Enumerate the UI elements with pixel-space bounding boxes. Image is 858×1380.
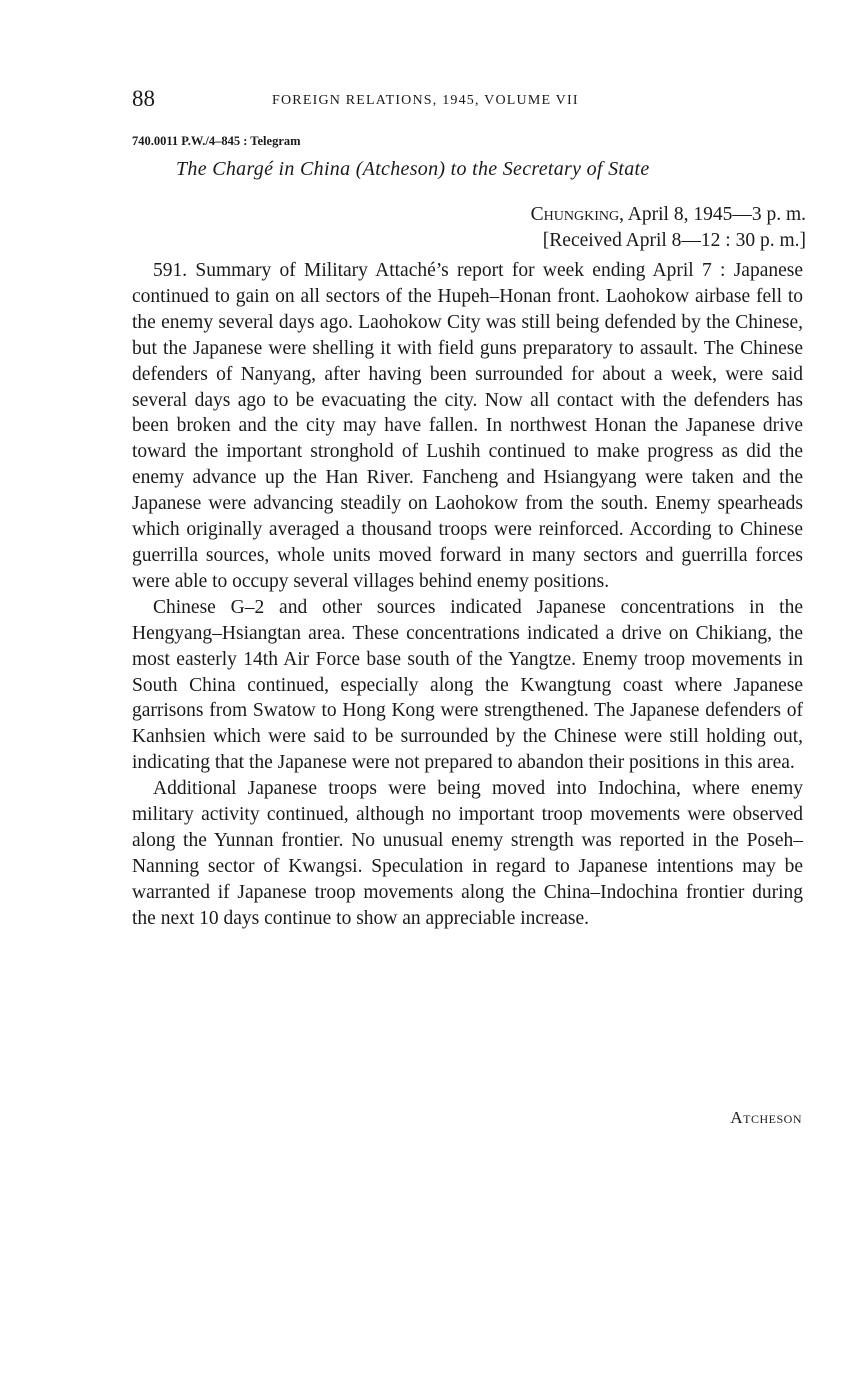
telegram-body bbox=[132, 258, 803, 932]
dateline-date: April 8, 1945—3 p. m. bbox=[627, 204, 806, 225]
dateline-sent bbox=[531, 202, 806, 228]
dateline-place: Chungking, bbox=[530, 204, 624, 225]
paragraph: Additional Japanese troops were being moved into Indochina, where enemy military activity continued, although no important troop movements were observed along the Yunnan frontier. No unusual enemy strength was reported in the Poseh–Nanning sector of Kwangsi. Speculation in regard to Japanese intentions may be warranted if Japanese troop movements along the China–Indochina frontier during the next 10 days continue to show an appreciable increase. bbox=[132, 778, 803, 929]
signature: Atcheson bbox=[730, 1108, 802, 1127]
paragraph: Chinese G–2 and other sources indicated Japanese concentrations in the Hengyang–Hsiangtan area. These concentrations indicated a drive on Chikiang, the most easterly 14th Air Force base south of the Yangtze. Enemy troop movements in South China continued, especially along the Kwangtung coast where Japanese garrisons from Swatow to Hong Kong were strengthened. The Japanese defenders of Kanhsien which were said to be surrounded by the Chinese were still holding out, indicating that the Japanese were not prepared to abandon their positions in this area. bbox=[132, 596, 803, 774]
paragraph: 591. Summary of Military Attaché’s report for week ending April 7 : Japanese continued to gain on all sectors of the Hupeh–Honan front. Laohokow airbase fell to the enemy several days ago. Laohokow City was still being defended by the Chinese, but the Japanese were shelling it with field guns preparatory to assault. The Chinese defenders of Nanyang, after having been surrounded for about a week, were said several days ago to be evacuating the city. Now all contact with the defenders has been broken and the city may have fallen. In northwest Honan the Japanese drive toward the important stronghold of Lushih continued to make progress as did the enemy advance up the Han River. Fancheng and Hsiangyang were taken and the Japanese were advancing steadily on Laohokow from the south. Enemy spearheads which originally averaged a thousand troops were reinforced. According to Chinese guerrilla sources, whole units moved forward in many sectors and guerrilla forces were able to occupy several villages behind enemy positions. bbox=[132, 260, 803, 592]
document-title: The Chargé in China (Atcheson) to the Secretary of State bbox=[176, 158, 650, 180]
page-header bbox=[132, 86, 804, 116]
page-number: 88 bbox=[132, 86, 155, 111]
dateline-received: [Received April 8—12 : 30 p. m.] bbox=[542, 230, 806, 251]
file-reference: 740.0011 P.W./4–845 : Telegram bbox=[132, 134, 301, 148]
dateline bbox=[531, 202, 806, 254]
running-head: FOREIGN RELATIONS, 1945, VOLUME VII bbox=[272, 93, 579, 108]
